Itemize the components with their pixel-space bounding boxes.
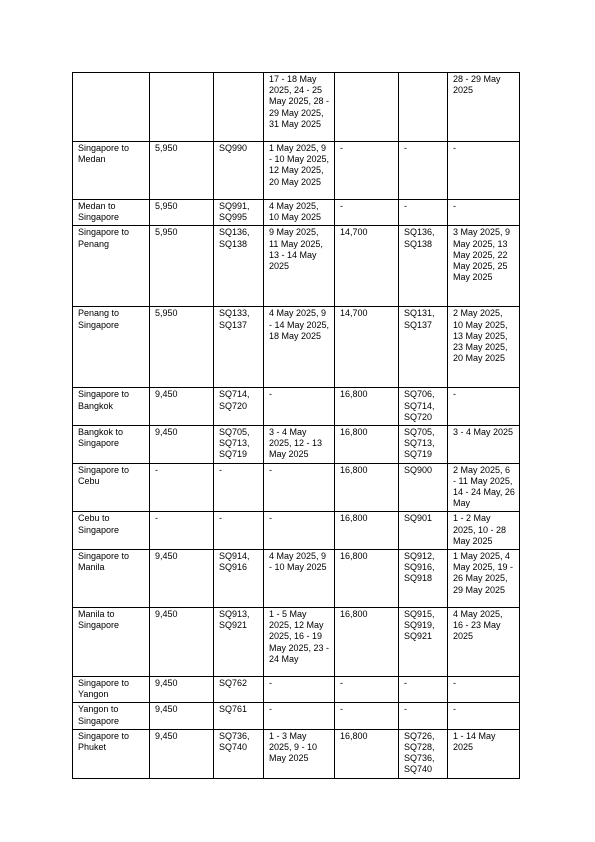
table-cell-saver-dates: - [264,677,335,703]
table-cell-route: Yangon to Singapore [73,703,150,729]
table-cell-saver-miles: 9,450 [150,426,214,464]
table-cell-saver-flights: SQ136, SQ138 [214,226,264,307]
table-cell-saver-miles: 9,450 [150,550,214,608]
table-cell-advantage-miles: - [335,200,399,226]
table-cell-saver-flights: SQ736, SQ740 [214,729,264,778]
table-cell-advantage-dates: 1 - 2 May 2025, 10 - 28 May 2025 [448,512,520,550]
table-cell-route: Bangkok to Singapore [73,426,150,464]
table-cell-saver-miles: - [150,512,214,550]
table-cell-saver-dates: - [264,388,335,426]
table-cell-advantage-miles: 16,800 [335,729,399,778]
table-cell-route: Cebu to Singapore [73,512,150,550]
table-row [73,142,520,200]
table-cell-advantage-flights: SQ136, SQ138 [399,226,448,307]
table-cell-advantage-dates: 3 - 4 May 2025 [448,426,520,464]
table-cell-saver-dates: 17 - 18 May 2025, 24 - 25 May 2025, 28 - 29 May 2025, 31 May 2025 [264,73,335,142]
table-cell-route: Penang to Singapore [73,307,150,388]
table-cell-saver-miles: 5,950 [150,226,214,307]
table-cell-saver-flights: SQ991, SQ995 [214,200,264,226]
table-cell-advantage-flights: SQ900 [399,463,448,512]
table-cell-saver-flights: SQ761 [214,703,264,729]
table-cell-saver-dates: 1 - 3 May 2025, 9 - 10 May 2025 [264,729,335,778]
table-cell-saver-flights: SQ705, SQ713, SQ719 [214,426,264,464]
table-cell-saver-dates: 4 May 2025, 9 - 14 May 2025, 18 May 2025 [264,307,335,388]
table-cell-route: Singapore to Manila [73,550,150,608]
table-cell-saver-miles: 5,950 [150,200,214,226]
table-cell-saver-miles: 9,450 [150,388,214,426]
table-cell-saver-miles: 9,450 [150,677,214,703]
table-cell-saver-miles: 5,950 [150,307,214,388]
table-cell-saver-dates: 4 May 2025, 10 May 2025 [264,200,335,226]
table-cell-route: Singapore to Penang [73,226,150,307]
table-cell-advantage-flights: SQ705, SQ713, SQ719 [399,426,448,464]
table-cell-advantage-dates: 2 May 2025, 6 - 11 May 2025, 14 - 24 May, 26 May [448,463,520,512]
table-cell-route: Medan to Singapore [73,200,150,226]
table-cell-saver-dates: - [264,703,335,729]
table-row [73,608,520,677]
table-cell-route: Singapore to Cebu [73,463,150,512]
table-cell-saver-dates: - [264,463,335,512]
table-cell-advantage-dates: 1 May 2025, 4 May 2025, 19 - 26 May 2025, 29 May 2025 [448,550,520,608]
table-cell-saver-dates: 4 May 2025, 9 - 10 May 2025 [264,550,335,608]
table-cell-saver-dates: - [264,512,335,550]
table-cell-advantage-miles [335,73,399,142]
table-cell-advantage-miles: 16,800 [335,463,399,512]
table-row [73,703,520,729]
table-cell-advantage-dates: 1 - 14 May 2025 [448,729,520,778]
table-cell-advantage-miles: 16,800 [335,550,399,608]
table-cell-advantage-miles: 14,700 [335,226,399,307]
table-cell-saver-miles: 9,450 [150,729,214,778]
table-cell-advantage-dates: 2 May 2025, 10 May 2025, 13 May 2025, 23 May 2025, 20 May 2025 [448,307,520,388]
table-row [73,307,520,388]
table-cell-saver-dates: 3 - 4 May 2025, 12 - 13 May 2025 [264,426,335,464]
table-row [73,73,520,142]
table-cell-advantage-dates: - [448,142,520,200]
table-cell-advantage-dates: - [448,388,520,426]
table-cell-advantage-dates: 28 - 29 May 2025 [448,73,520,142]
table-cell-advantage-flights: SQ912, SQ916, SQ918 [399,550,448,608]
table-cell-route: Manila to Singapore [73,608,150,677]
table-row [73,512,520,550]
table-cell-advantage-dates: - [448,703,520,729]
table-cell-advantage-flights: - [399,677,448,703]
table-cell-advantage-miles: 16,800 [335,388,399,426]
table-cell-advantage-dates: 3 May 2025, 9 May 2025, 13 May 2025, 22 May 2025, 25 May 2025 [448,226,520,307]
table-cell-route: Singapore to Phuket [73,729,150,778]
table-cell-saver-miles: - [150,463,214,512]
table-cell-advantage-flights: - [399,703,448,729]
table-row [73,729,520,778]
table-cell-saver-flights: SQ913, SQ921 [214,608,264,677]
table-cell-advantage-flights: SQ726, SQ728, SQ736, SQ740 [399,729,448,778]
table-cell-advantage-miles: - [335,703,399,729]
table-cell-advantage-flights: - [399,200,448,226]
table-cell-advantage-flights: - [399,142,448,200]
table-row [73,426,520,464]
table-cell-saver-flights: SQ762 [214,677,264,703]
table-row [73,550,520,608]
table-cell-saver-miles: 5,950 [150,142,214,200]
table-cell-advantage-miles: 16,800 [335,608,399,677]
table-cell-route [73,73,150,142]
table-cell-saver-dates: 9 May 2025, 11 May 2025, 13 - 14 May 2025 [264,226,335,307]
table-cell-route: Singapore to Yangon [73,677,150,703]
table-cell-saver-flights: - [214,463,264,512]
table-cell-saver-flights: SQ714, SQ720 [214,388,264,426]
table-cell-saver-miles: 9,450 [150,703,214,729]
table-cell-advantage-flights [399,73,448,142]
table-cell-advantage-flights: SQ131, SQ137 [399,307,448,388]
table-cell-advantage-flights: SQ901 [399,512,448,550]
table-row [73,388,520,426]
fare-availability-table [72,72,520,779]
table-row [73,226,520,307]
table-cell-advantage-dates: - [448,677,520,703]
table-cell-saver-miles: 9,450 [150,608,214,677]
table-cell-saver-flights: SQ914, SQ916 [214,550,264,608]
table-cell-saver-dates: 1 May 2025, 9 - 10 May 2025, 12 May 2025, 20 May 2025 [264,142,335,200]
table-cell-advantage-dates: - [448,200,520,226]
table-row [73,200,520,226]
table-cell-route: Singapore to Medan [73,142,150,200]
table-cell-advantage-miles: - [335,677,399,703]
table-cell-saver-flights: SQ990 [214,142,264,200]
table-cell-advantage-miles: 16,800 [335,426,399,464]
table-cell-advantage-flights: SQ915, SQ919, SQ921 [399,608,448,677]
table-cell-advantage-flights: SQ706, SQ714, SQ720 [399,388,448,426]
table-cell-saver-flights [214,73,264,142]
table-cell-advantage-miles: - [335,142,399,200]
table-cell-route: Singapore to Bangkok [73,388,150,426]
table-cell-advantage-miles: 14,700 [335,307,399,388]
table-row [73,463,520,512]
table-cell-saver-miles [150,73,214,142]
table-body [73,73,520,779]
table-row [73,677,520,703]
table-cell-saver-flights: - [214,512,264,550]
table-cell-saver-dates: 1 - 5 May 2025, 12 May 2025, 16 - 19 May 2025, 23 - 24 May [264,608,335,677]
table-cell-advantage-miles: 16,800 [335,512,399,550]
table-cell-advantage-dates: 4 May 2025, 16 - 23 May 2025 [448,608,520,677]
table-cell-saver-flights: SQ133, SQ137 [214,307,264,388]
